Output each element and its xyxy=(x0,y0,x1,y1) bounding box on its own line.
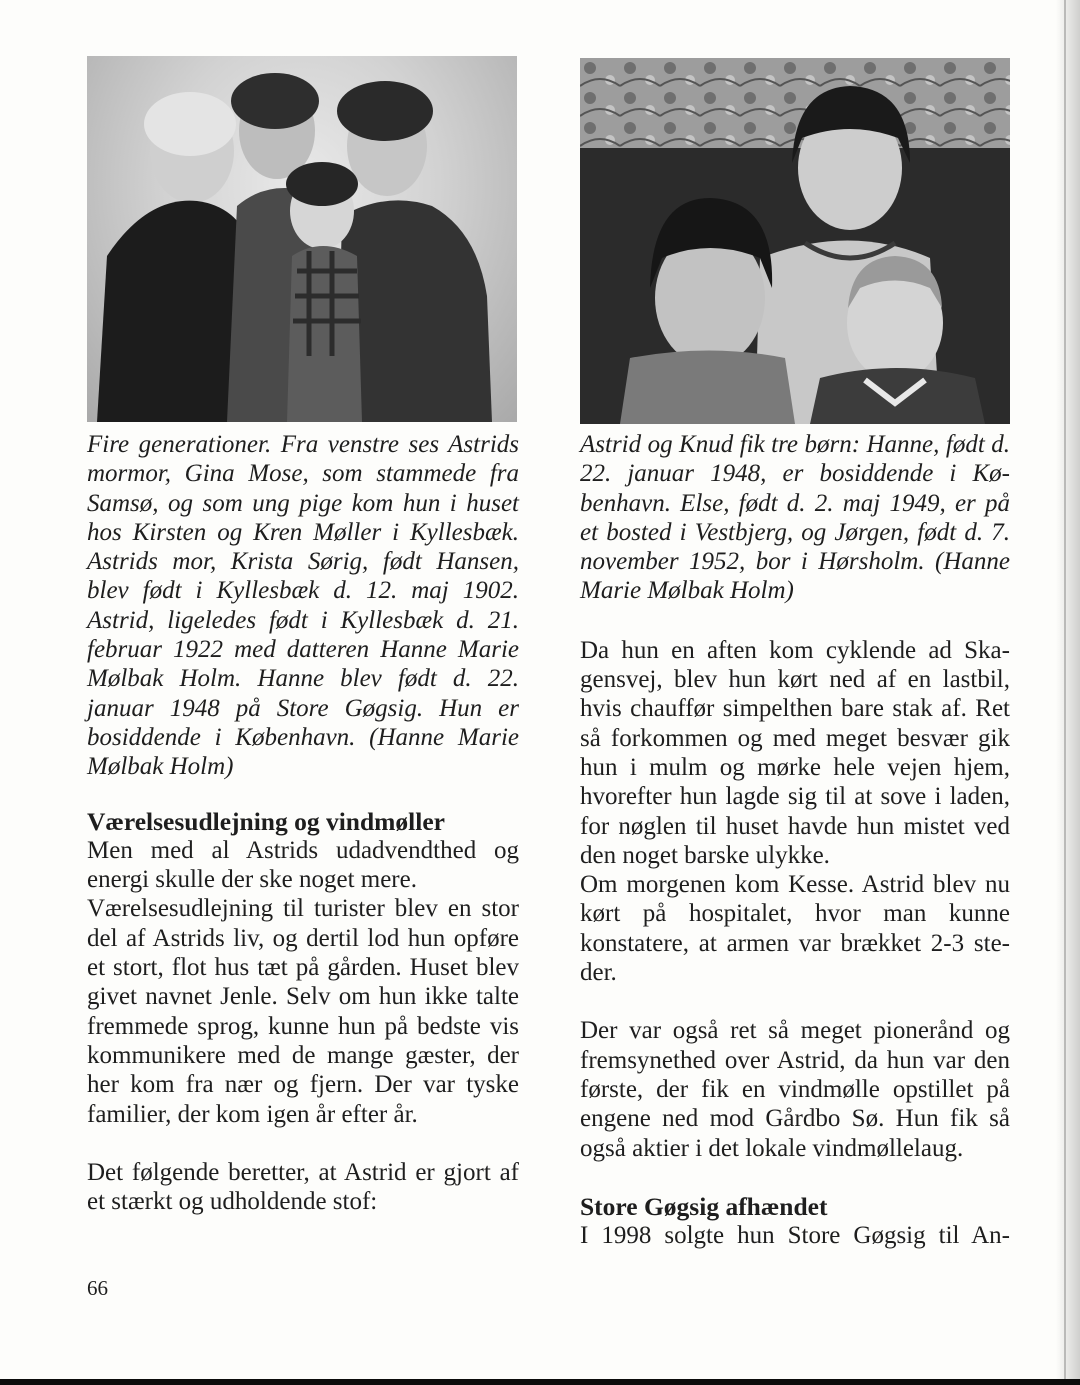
children-portrait-photo xyxy=(580,58,1010,424)
section-heading-rooms-windmills: Værelsesudlejning og vindmøller xyxy=(87,806,445,836)
photo-caption-right: Astrid og Knud fik tre børn: Hanne, født d. 22. januar 1948, er bosiddende i København. Else, født d. 2. maj 1949, er på et bosted i Vestbjerg, og Jørgen, født d. 7. november 1952, bor i Hørsholm. (Hanne Marie Mølbak Holm) xyxy=(580,431,1010,605)
four-generations-photo xyxy=(87,56,517,422)
paragraph: Der var også ret så meget pionerånd og fremsynethed over Astrid, da hun var den første, der fik en vindmølle opstillet på engene ned mod Gårdbo Sø. Hun fik så også aktier i det lokale vindmøllelaug. xyxy=(580,1017,1010,1162)
photo-caption-left: Fire generationer. Fra venstre ses Astrids mormor, Gina Mose, som stammede fra Samsø, og som ung pige kom hun i huset hos Kirsten og Kren Møller i Kyllesbæk. Astrids mor, Krista Sørig, født Hansen, blev født i Kyllesbæk d. 12. maj 1902. Astrid, ligeledes født i Kyllesbæk d. 21. februar 1922 med datteren Hanne Marie Mølbak Holm. Hanne blev født d. 22. januar 1948 på Store Gøgsig. Hun er bosiddende i København. (Hanne Marie Mølbak Holm) xyxy=(87,431,519,781)
right-column xyxy=(580,58,1010,1250)
left-column xyxy=(87,56,519,1216)
scan-edge xyxy=(0,1379,1080,1385)
family-portrait-photo xyxy=(87,56,517,422)
paragraph: Det følgende beretter, at Astrid er gjort af et stærkt og udholdende stof: xyxy=(87,1158,519,1216)
paragraph: Værelsesudlejning til turister blev en stor del af Astrids liv, og dertil lod hun opføre et stort, flot hus tæt på gården. Huset blev givet navnet Jenle. Selv om hun ikke talte fremmede sprog, kunne hun på bedste vis kommunikere med de mange gæster, der her kom fra nær og fjern. Der var tyske familier, der kom igen år efter år. xyxy=(87,895,519,1128)
three-children-photo xyxy=(580,58,1010,424)
paragraph: Om morgenen kom Kesse. Astrid blev nu kørt på hospitalet, hvor man kunne konstatere, at armen var brækket 2-3 steder. xyxy=(580,871,1010,987)
book-spine-shadow xyxy=(1056,0,1080,1385)
paragraph: Men med al Astrids udadvendthed og energi skulle der ske noget mere. xyxy=(87,836,519,894)
paragraph: Da hun en aften kom cyklende ad Skagensvej, blev hun kørt ned af en lastbil, hvis chauffør simpelthen bare stak af. Ret så forkommen og med meget besvær gik hun i mulm og mørke hele vejen hjem, hvorefter hun lagde sig til at sove i laden, for nøglen til huset havde hun mistet ved den noget barske ulykke. xyxy=(580,636,1010,869)
paragraph: I 1998 solgte hun Store Gøgsig til An- xyxy=(580,1222,1010,1250)
section-heading-store-gogsig: Store Gøgsig afhændet xyxy=(580,1191,828,1221)
page-number: 66 xyxy=(87,1276,108,1300)
